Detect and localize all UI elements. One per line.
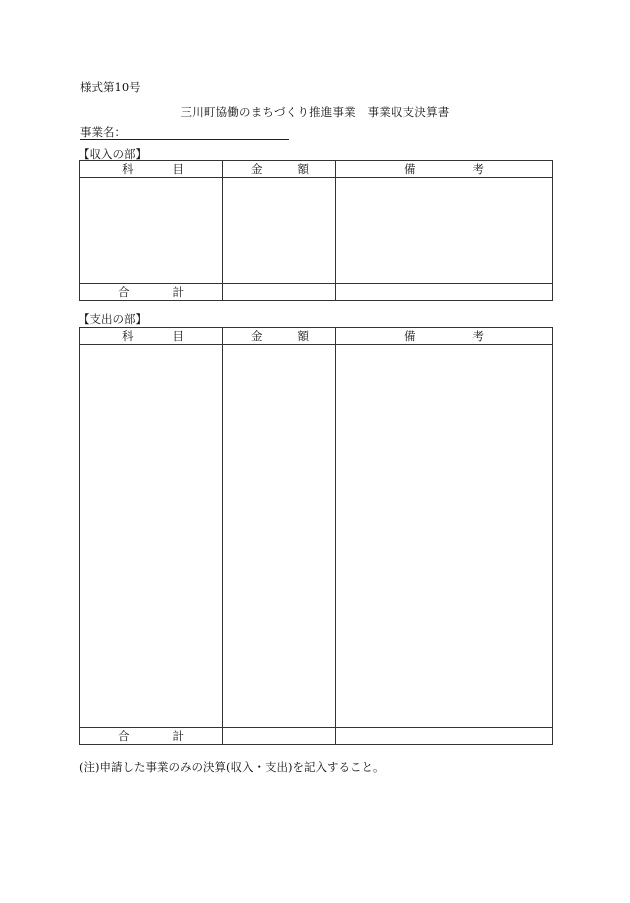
- expense-section-label: 【支出の部】: [78, 312, 147, 326]
- income-total-remarks-cell[interactable]: [336, 284, 553, 301]
- expense-col-amount: 金 額: [223, 328, 336, 345]
- project-name-field-line: [80, 139, 289, 140]
- expense-item-cell[interactable]: [80, 345, 223, 728]
- expense-header-row: [80, 328, 553, 345]
- income-col-item: 科 目: [80, 161, 223, 178]
- income-entry-row: [80, 178, 553, 284]
- expense-total-amount-cell[interactable]: [223, 728, 336, 745]
- footnote: (注)申請した事業のみの決算(収入・支出)を記入すること。: [79, 760, 385, 774]
- income-header-row: [80, 161, 553, 178]
- form-number: 様式第10号: [80, 80, 141, 94]
- document-title: 三川町協働のまちづくり推進事業 事業収支決算書: [180, 105, 450, 119]
- income-amount-cell[interactable]: [223, 178, 336, 284]
- income-total-amount-cell[interactable]: [223, 284, 336, 301]
- income-col-remarks: 備 考: [336, 161, 553, 178]
- expense-table: [79, 327, 553, 745]
- income-remarks-cell[interactable]: [336, 178, 553, 284]
- expense-entry-row: [80, 345, 553, 728]
- income-item-cell[interactable]: [80, 178, 223, 284]
- expense-col-remarks: 備 考: [336, 328, 553, 345]
- expense-col-item: 科 目: [80, 328, 223, 345]
- project-name-label: 事業名：: [80, 125, 126, 139]
- income-section-label: 【収入の部】: [78, 147, 147, 161]
- expense-total-remarks-cell[interactable]: [336, 728, 553, 745]
- expense-amount-cell[interactable]: [223, 345, 336, 728]
- expense-total-row: [80, 728, 553, 745]
- income-total-row: [80, 284, 553, 301]
- expense-remarks-cell[interactable]: [336, 345, 553, 728]
- expense-total-label: 合 計: [80, 728, 223, 745]
- income-total-label: 合 計: [80, 284, 223, 301]
- income-table: [79, 160, 553, 301]
- income-col-amount: 金 額: [223, 161, 336, 178]
